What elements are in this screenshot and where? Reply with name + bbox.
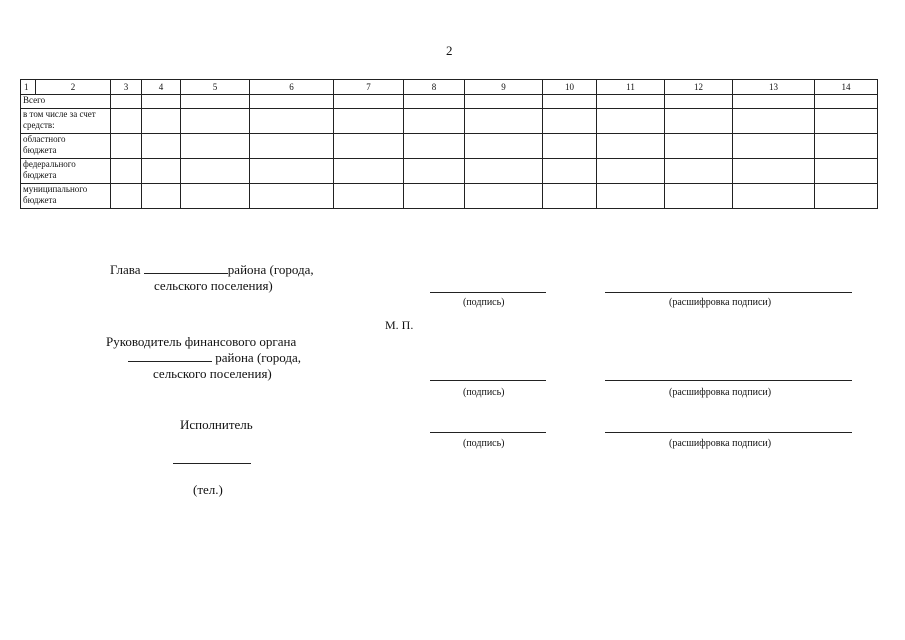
- signature-caption: (подпись): [463, 297, 505, 308]
- finance-head-title: Руководитель финансового органа: [106, 334, 297, 349]
- row-label: федерального бюджета: [21, 159, 111, 184]
- column-header: 6: [250, 80, 334, 95]
- phone-label: (тел.): [193, 482, 223, 497]
- decoding-line: [605, 380, 852, 381]
- column-header: 14: [815, 80, 878, 95]
- executor-label: Исполнитель: [180, 417, 253, 432]
- row-label: Всего: [21, 95, 111, 109]
- head-title-line2: сельского поселения): [154, 278, 273, 293]
- column-header: 13: [733, 80, 815, 95]
- table-header-row: [21, 80, 878, 95]
- decoding-caption: (расшифровка подписи): [669, 297, 772, 308]
- column-header: 7: [334, 80, 404, 95]
- head-title: Глава района (города,: [110, 262, 314, 277]
- table-row: [21, 109, 878, 134]
- signature-caption: (подпись): [463, 438, 505, 449]
- column-header: 8: [404, 80, 465, 95]
- table-row: [21, 134, 878, 159]
- decoding-caption: (расшифровка подписи): [669, 387, 772, 398]
- finance-head-title-line3: сельского поселения): [153, 366, 272, 381]
- column-header: 9: [465, 80, 543, 95]
- budget-table: [20, 79, 878, 209]
- district-name-blank: [128, 351, 212, 362]
- page-number: 2: [446, 43, 453, 58]
- district-name-blank: [144, 263, 228, 274]
- row-label: муниципального бюджета: [21, 184, 111, 209]
- column-header: 1: [21, 80, 36, 95]
- column-header: 4: [142, 80, 181, 95]
- column-header: 3: [111, 80, 142, 95]
- table-row: [21, 95, 878, 109]
- signature-line: [430, 380, 546, 381]
- column-header: 5: [181, 80, 250, 95]
- signature-caption: (подпись): [463, 387, 505, 398]
- column-header: 11: [597, 80, 665, 95]
- table-row: [21, 184, 878, 209]
- column-header: 10: [543, 80, 597, 95]
- row-label: областного бюджета: [21, 134, 111, 159]
- phone-line: [173, 463, 251, 464]
- decoding-line: [605, 432, 852, 433]
- column-header: 2: [36, 80, 111, 95]
- signature-line: [430, 432, 546, 433]
- column-header: 12: [665, 80, 733, 95]
- row-label: в том числе за счет средств:: [21, 109, 111, 134]
- decoding-line: [605, 292, 852, 293]
- stamp-place: М. П.: [385, 318, 414, 332]
- finance-head-title-line2: района (города,: [128, 350, 301, 366]
- decoding-caption: (расшифровка подписи): [669, 438, 772, 449]
- signature-line: [430, 292, 546, 293]
- table-row: [21, 159, 878, 184]
